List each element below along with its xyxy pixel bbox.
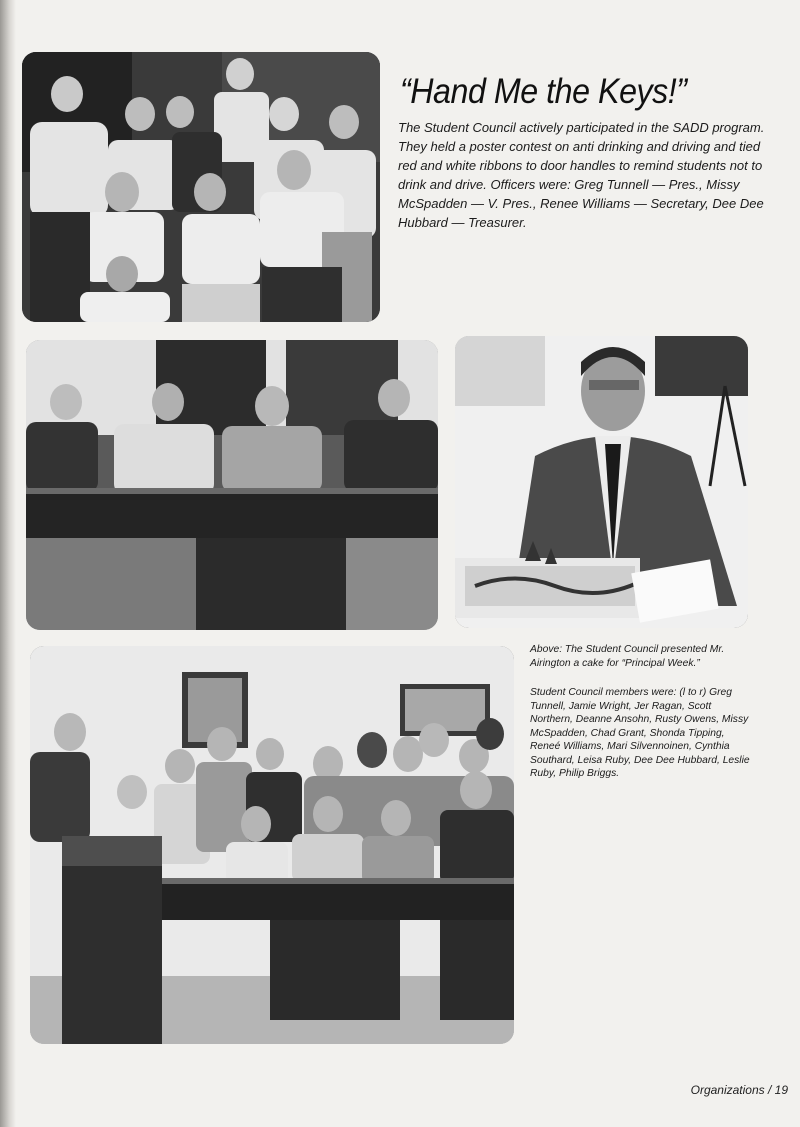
page-gutter-shadow: [0, 0, 16, 1127]
page-folio: Organizations / 19: [690, 1083, 788, 1097]
caption-principal-cake: Above: The Student Council presented Mr. Airington a cake for “Principal Week.”: [530, 644, 725, 669]
photo-officers-table: [26, 340, 438, 630]
photo-principal-cake: [455, 336, 748, 628]
headline: “Hand Me the Keys!”: [400, 72, 687, 111]
photo-sadd-group: [22, 52, 380, 322]
caption-council-members: Student Council members were: (l to r) Greg Tunnell, Jamie Wright, Jer Ragan, Scott Northern, Deanne Ansohn, Rusty Owens, Missy McSpadden, Chad Grant, Shonda Tipping, Reneé Williams, Mari Silvennoinen, Cynthia Southard, Leisa Ruby, Dee Dee Hubbard, Leslie Ruby, Philip Briggs.: [530, 687, 750, 779]
photo-full-council: [30, 646, 514, 1044]
intro-paragraph: The Student Council actively participated in the SADD program. They held a poster contest on anti drinking and driving and tied red and white ribbons to door handles to remind students not to drink and drive. Officers were: Greg Tunnell — Pres., Missy McSpadden — V. Pres., Renee Williams — Secretary, Dee Dee Hubbard — Treasurer.: [398, 120, 765, 230]
